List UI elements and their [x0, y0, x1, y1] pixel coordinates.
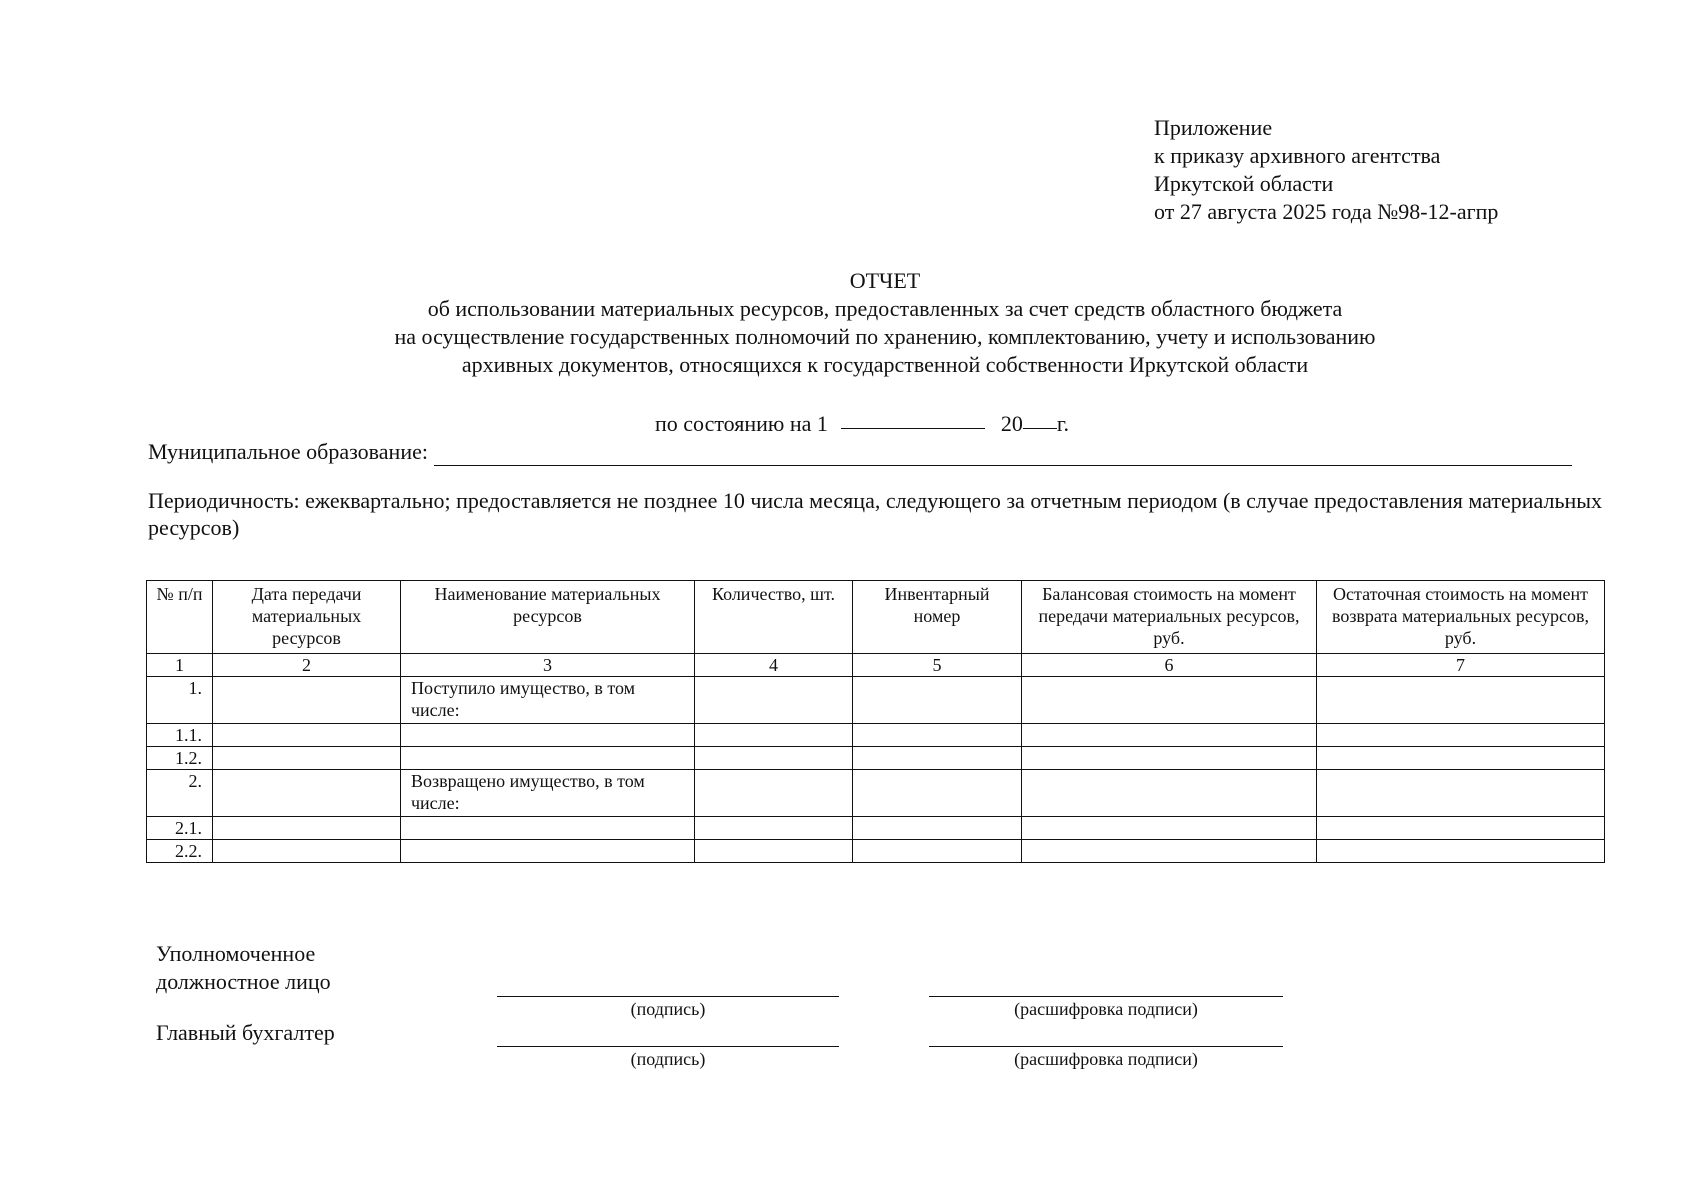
row-cell-date[interactable] — [213, 840, 401, 863]
row-number: 2.1. — [147, 817, 213, 840]
row-cell-quantity[interactable] — [695, 747, 853, 770]
row-cell-balance-cost[interactable] — [1022, 724, 1317, 747]
row-cell-inventory[interactable] — [853, 840, 1022, 863]
title-heading: ОТЧЕТ — [849, 268, 921, 293]
header-cell-number: № п/п — [147, 581, 213, 654]
accountant-label: Главный бухгалтер — [156, 1020, 335, 1045]
table-row — [147, 770, 1605, 817]
row-number: 2.2. — [147, 840, 213, 863]
appendix-line: к приказу архивного агентства — [1154, 143, 1441, 168]
periodicity-text: Периодичность: ежеквартально; предоставляется не позднее 10 числа месяца, следующего за отчетным периодом (в случае предоставления материальных ресурсов) — [148, 488, 1603, 540]
official-decode-line[interactable] — [929, 996, 1283, 997]
official-signature-line[interactable] — [497, 996, 839, 997]
row-cell-inventory[interactable] — [853, 677, 1022, 724]
column-number: 1 — [147, 654, 213, 677]
row-cell-balance-cost[interactable] — [1022, 840, 1317, 863]
row-cell-inventory[interactable] — [853, 724, 1022, 747]
report-title — [0, 267, 1697, 379]
row-cell-date[interactable] — [213, 817, 401, 840]
column-number: 7 — [1317, 654, 1605, 677]
report-table — [146, 580, 1605, 863]
title-line: архивных документов, относящихся к государственной собственности Иркутской области — [461, 352, 1309, 377]
column-number: 3 — [401, 654, 695, 677]
row-cell-balance-cost[interactable] — [1022, 817, 1317, 840]
row-cell-date[interactable] — [213, 677, 401, 724]
row-cell-residual-cost[interactable] — [1317, 677, 1605, 724]
row-cell-residual-cost[interactable] — [1317, 747, 1605, 770]
row-cell-inventory[interactable] — [853, 770, 1022, 817]
month-blank[interactable] — [841, 427, 985, 429]
row-number: 2. — [147, 770, 213, 817]
row-cell-name[interactable] — [401, 817, 695, 840]
header-cell-residual-cost: Остаточная стоимость на момент возврата материальных ресурсов, руб. — [1317, 581, 1605, 654]
row-cell-date[interactable] — [213, 770, 401, 817]
row-cell-name: Поступило имущество, в том числе: — [401, 677, 695, 724]
appendix-line: Иркутской области — [1154, 171, 1334, 196]
header-cell-inventory: Инвентарный номер — [853, 581, 1022, 654]
column-number: 4 — [695, 654, 853, 677]
title-line: об использовании материальных ресурсов, предоставленных за счет средств областного бюджета — [427, 296, 1343, 321]
table-row — [147, 724, 1605, 747]
municipal-label: Муниципальное образование: — [148, 439, 428, 464]
accountant-signature-line[interactable] — [497, 1046, 839, 1047]
header-cell-name: Наименование материальных ресурсов — [401, 581, 695, 654]
row-number: 1.1. — [147, 724, 213, 747]
row-cell-name[interactable] — [401, 840, 695, 863]
appendix-block — [1154, 114, 1498, 226]
row-cell-date[interactable] — [213, 724, 401, 747]
as-of-suffix: г. — [1056, 411, 1069, 436]
accountant-decode-caption: (расшифровка подписи) — [1014, 1049, 1198, 1069]
column-number: 6 — [1022, 654, 1317, 677]
column-number-row — [147, 654, 1605, 677]
as-of-date-line — [655, 410, 1069, 438]
appendix-line: от 27 августа 2025 года №98-12-агпр — [1154, 199, 1499, 224]
table-row — [147, 677, 1605, 724]
municipal-blank[interactable] — [434, 443, 1572, 466]
official-signature-caption: (подпись) — [630, 999, 706, 1019]
row-cell-name: Возвращено имущество, в том числе: — [401, 770, 695, 817]
row-cell-inventory[interactable] — [853, 747, 1022, 770]
header-cell-date: Дата передачи материальных ресурсов — [213, 581, 401, 654]
appendix-line: Приложение — [1154, 115, 1273, 140]
table-row — [147, 817, 1605, 840]
row-cell-date[interactable] — [213, 747, 401, 770]
municipal-line — [148, 438, 1572, 466]
row-cell-name[interactable] — [401, 724, 695, 747]
row-cell-balance-cost[interactable] — [1022, 770, 1317, 817]
row-cell-inventory[interactable] — [853, 817, 1022, 840]
header-cell-quantity: Количество, шт. — [695, 581, 853, 654]
official-label-line: Уполномоченное — [156, 941, 316, 966]
table-row — [147, 747, 1605, 770]
row-cell-residual-cost[interactable] — [1317, 840, 1605, 863]
row-number: 1. — [147, 677, 213, 724]
row-cell-balance-cost[interactable] — [1022, 677, 1317, 724]
column-number: 5 — [853, 654, 1022, 677]
row-cell-residual-cost[interactable] — [1317, 724, 1605, 747]
official-label — [156, 940, 331, 996]
row-number: 1.2. — [147, 747, 213, 770]
accountant-decode-line[interactable] — [929, 1046, 1283, 1047]
as-of-prefix: по состоянию на 1 — [655, 411, 828, 436]
row-cell-quantity[interactable] — [695, 724, 853, 747]
row-cell-quantity[interactable] — [695, 770, 853, 817]
row-cell-balance-cost[interactable] — [1022, 747, 1317, 770]
row-cell-quantity[interactable] — [695, 817, 853, 840]
header-cell-balance-cost: Балансовая стоимость на момент передачи материальных ресурсов, руб. — [1022, 581, 1317, 654]
row-cell-quantity[interactable] — [695, 840, 853, 863]
as-of-year-prefix: 20 — [1000, 411, 1023, 436]
official-label-line: должностное лицо — [156, 969, 331, 994]
accountant-signature-caption: (подпись) — [630, 1049, 706, 1069]
official-decode-caption: (расшифровка подписи) — [1014, 999, 1198, 1019]
year-blank[interactable] — [1023, 427, 1057, 429]
column-number: 2 — [213, 654, 401, 677]
row-cell-quantity[interactable] — [695, 677, 853, 724]
header-row — [147, 581, 1605, 654]
row-cell-residual-cost[interactable] — [1317, 817, 1605, 840]
row-cell-name[interactable] — [401, 747, 695, 770]
title-line: на осуществление государственных полномочий по хранению, комплектованию, учету и использованию — [394, 324, 1376, 349]
row-cell-residual-cost[interactable] — [1317, 770, 1605, 817]
table-row — [147, 840, 1605, 863]
